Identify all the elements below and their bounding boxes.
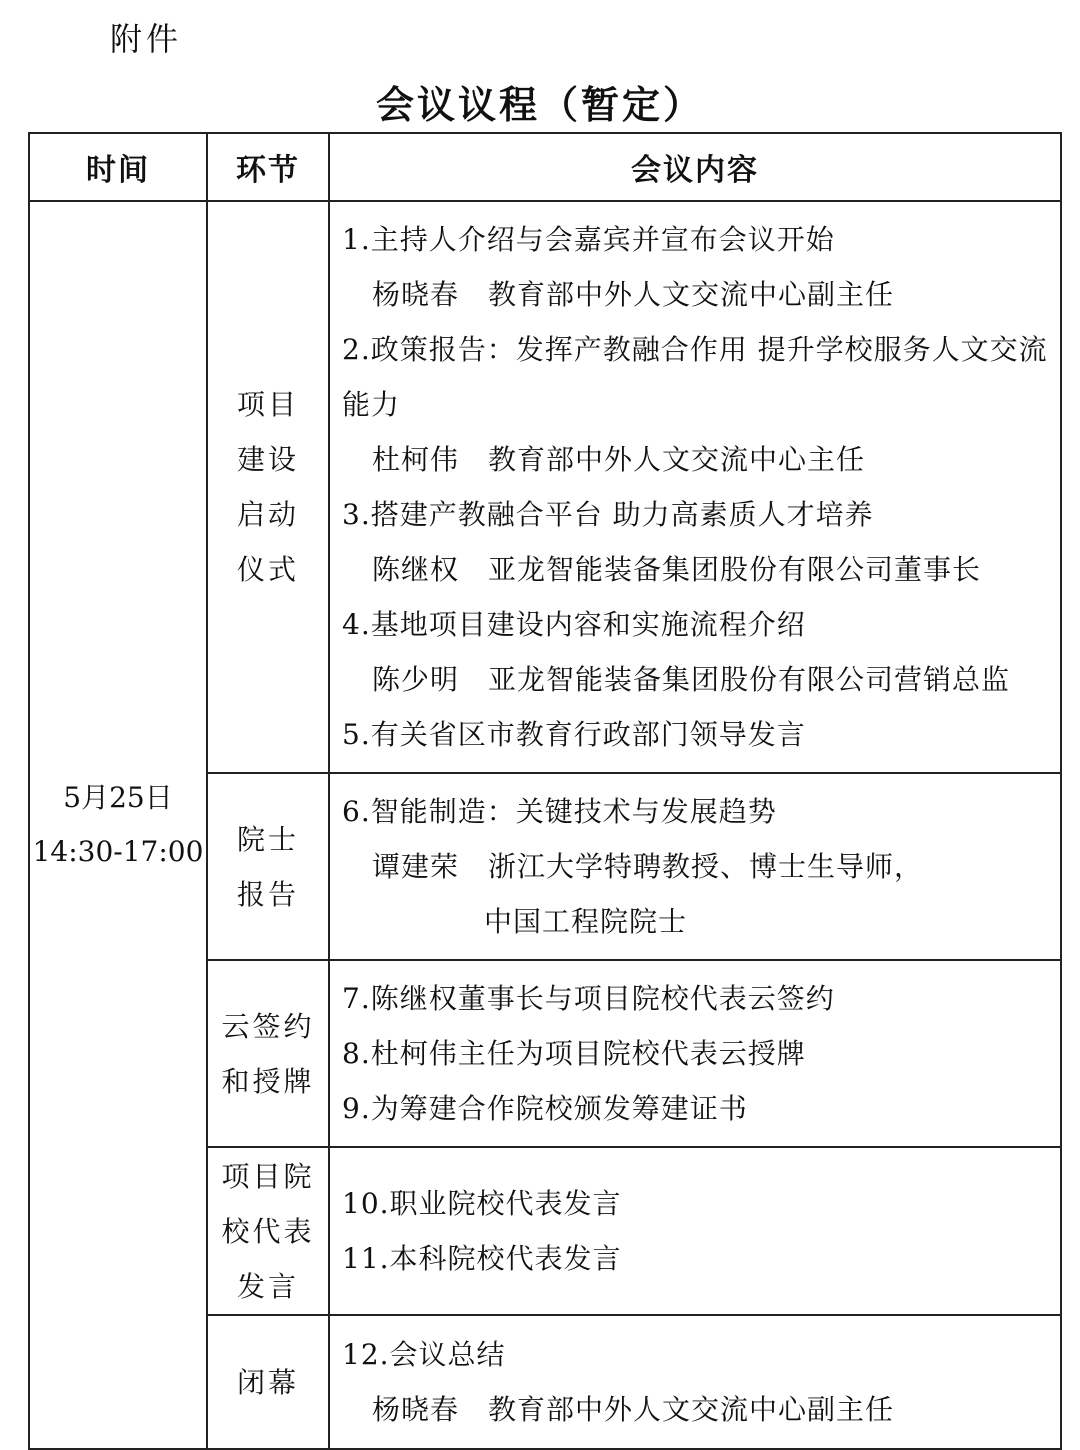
agenda-item: 3.搭建产教融合平台 助力高素质人才培养	[342, 498, 874, 531]
speaker-title-continued: 中国工程院院士	[484, 905, 688, 938]
speaker-line: 陈少明 亚龙智能装备集团股份有限公司营销总监	[372, 663, 1011, 696]
header-segment: 环节	[207, 133, 329, 201]
agenda-item: 1.主持人介绍与会嘉宾并宣布会议开始	[342, 223, 835, 256]
segment-content	[329, 960, 1061, 1147]
agenda-item: 8.杜柯伟主任为项目院校代表云授牌	[342, 1037, 806, 1070]
speaker-line: 杨晓春 教育部中外人文交流中心副主任	[372, 278, 895, 311]
segment-name: 项目院 校代表 发言	[207, 1147, 329, 1315]
agenda-table	[28, 132, 1062, 1450]
segment-name: 闭幕	[207, 1315, 329, 1449]
agenda-item-continued: 能力	[342, 388, 401, 421]
agenda-item: 2.政策报告：发挥产教融合作用 提升学校服务人文交流	[342, 333, 1048, 366]
segment-content	[329, 773, 1061, 960]
header-content: 会议内容	[329, 133, 1061, 201]
speaker-line: 杨晓春 教育部中外人文交流中心副主任	[372, 1393, 895, 1426]
agenda-item: 10.职业院校代表发言	[342, 1187, 622, 1220]
header-row	[29, 133, 1061, 201]
time-range-text: 14:30-17:00	[32, 835, 204, 868]
segment-content	[329, 1315, 1061, 1449]
speaker-line: 杜柯伟 教育部中外人文交流中心主任	[372, 443, 866, 476]
segment-name: 云签约 和授牌	[207, 960, 329, 1147]
time-cell	[29, 201, 207, 1449]
agenda-item: 5.有关省区市教育行政部门领导发言	[342, 718, 806, 751]
segment-name: 项目 建设 启动 仪式	[207, 201, 329, 773]
page-title: 会议议程（暂定）	[375, 82, 704, 127]
agenda-item: 9.为筹建合作院校颁发筹建证书	[342, 1092, 748, 1125]
attachment-label: 附件	[110, 20, 183, 58]
agenda-item: 12.会议总结	[342, 1338, 506, 1371]
agenda-item: 6.智能制造：关键技术与发展趋势	[342, 795, 777, 828]
segment-row	[29, 201, 1061, 773]
segment-content	[329, 201, 1061, 773]
speaker-line: 陈继权 亚龙智能装备集团股份有限公司董事长	[372, 553, 982, 586]
speaker-line: 谭建荣 浙江大学特聘教授、博士生导师，	[372, 850, 924, 883]
segment-name: 院士 报告	[207, 773, 329, 960]
agenda-item: 7.陈继权董事长与项目院校代表云签约	[342, 982, 835, 1015]
agenda-item: 4.基地项目建设内容和实施流程介绍	[342, 608, 806, 641]
header-time: 时间	[29, 133, 207, 201]
date-text: 5月25日	[63, 781, 173, 814]
segment-content	[329, 1147, 1061, 1315]
agenda-item: 11.本科院校代表发言	[342, 1242, 622, 1275]
